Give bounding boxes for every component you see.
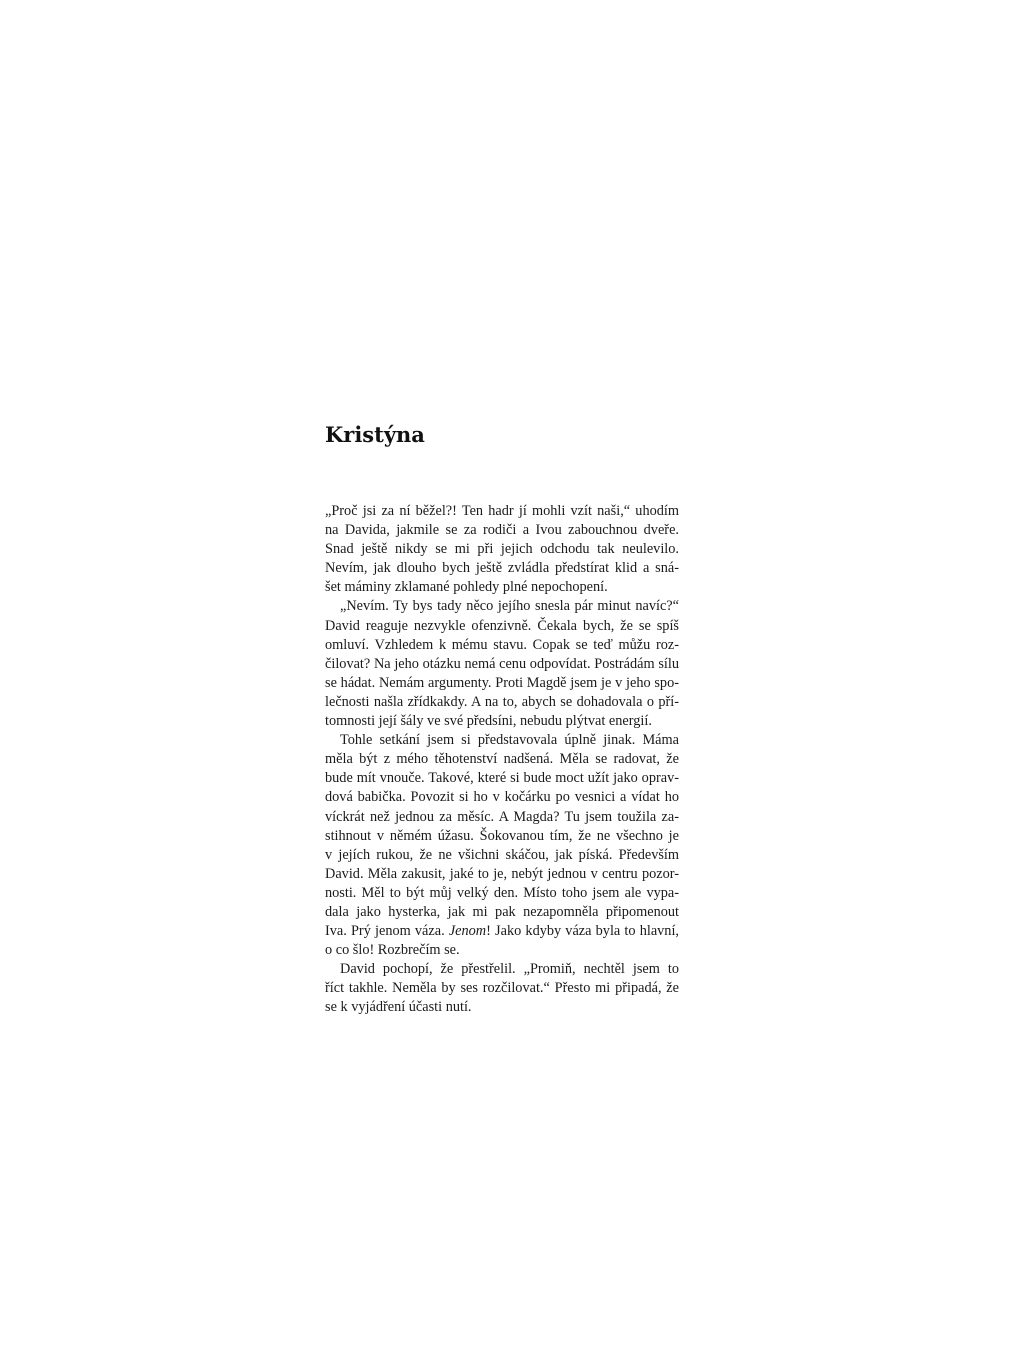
text-line: Nevím, jak dlouho bych ještě zvládla předstírat klid a sná- [325, 560, 679, 577]
text-line: „Nevím. Ty bys tady něco jejího snesla pár minut navíc?“ [340, 598, 679, 615]
text-line: Tohle setkání jsem si představovala úplně jinak. Máma [340, 732, 679, 749]
text-line: stihnout v němém úžasu. Šokovanou tím, že ne všechno je [325, 827, 679, 844]
text-line-with-emphasis [325, 922, 679, 941]
paragraph-4 [325, 960, 679, 1017]
text-line: dová babička. Povozit si ho v kočárku po vesnici a vídat ho [325, 789, 679, 806]
text-line: „Proč jsi za ní běžel?! Ten hadr jí mohli vzít naši,“ uhodím [325, 503, 679, 519]
text-segment: Iva. Prý jenom váza. [325, 923, 449, 940]
text-line: říct takhle. Neměla by ses rozčilovat.“ Přesto mi připadá, že [325, 980, 679, 997]
text-line: omluví. Vzhledem k mému stavu. Copak se teď můžu roz- [325, 636, 679, 653]
text-line: lečnosti našla zřídkakdy. A na to, abych se dohadovala o pří- [325, 693, 679, 710]
text-line: šet máminy zklamané pohledy plné nepochopení. [325, 579, 608, 596]
paragraph-2 [325, 597, 679, 731]
text-line: čilovat? Na jeho otázku nemá cenu odpovídat. Postrádám sílu [325, 655, 679, 672]
chapter-body [325, 502, 679, 1018]
text-line: se k vyjádření účasti nutí. [325, 999, 472, 1016]
text-line: tomnosti její šály ve své předsíni, nebudu plýtvat energií. [325, 713, 652, 730]
text-line: David reaguje nezvykle ofenzivně. Čekala bych, že se spíš [325, 617, 679, 634]
paragraph-1 [325, 502, 679, 597]
text-line: David. Měla zakusit, jaké to je, nebýt jednou v centru pozor- [325, 865, 679, 882]
text-line: v jejích rukou, že ne všichni skáčou, jak píská. Především [325, 846, 679, 863]
text-line: se hádat. Nemám argumenty. Proti Magdě jsem je v jeho spo- [325, 674, 679, 691]
text-line: Snad ještě nikdy se mi při jejich odchodu tak neulevilo. [325, 541, 679, 558]
text-line: měla být z mého těhotenství nadšená. Měla se radovat, že [325, 751, 679, 768]
text-line: víckrát než jednou za měsíc. A Magda? Tu jsem toužila za- [325, 808, 679, 825]
text-line: na Davida, jakmile se za rodiči a Ivou zabouchnou dveře. [325, 522, 679, 539]
text-segment: ! Jako kdyby váza byla to hlavní, [486, 923, 680, 940]
text-line: David pochopí, že přestřelil. „Promiň, nechtěl jsem to [340, 961, 679, 978]
text-line: dala jako hysterka, jak mi pak nezapomněla připomenout [325, 903, 679, 920]
text-line: bude mít vnouče. Takové, které si bude moct užít jako oprav- [325, 770, 679, 787]
chapter-title: Kristýna [325, 422, 425, 447]
text-line: o co šlo! Rozbrečím se. [325, 942, 460, 959]
paragraph-3 [325, 731, 679, 960]
emphasized-word: Jenom [448, 923, 487, 940]
text-line: nosti. Měl to být můj velký den. Místo toho jsem ale vypa- [325, 884, 679, 901]
